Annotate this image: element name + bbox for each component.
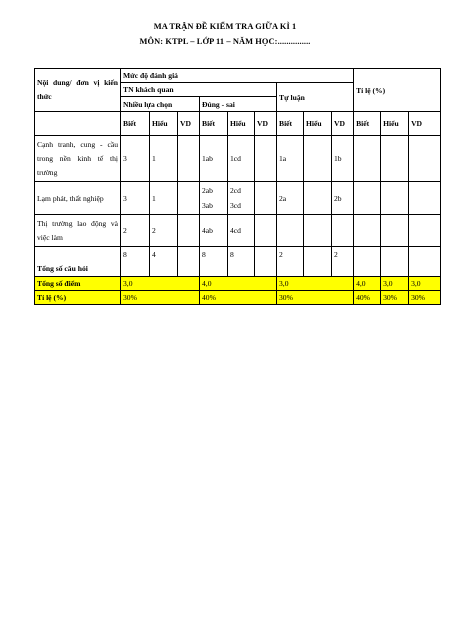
table-cell: [381, 247, 409, 277]
level-header: Biết: [354, 112, 381, 136]
table-cell: 4,0: [200, 277, 277, 291]
level-header: VD: [332, 112, 354, 136]
table-cell: [255, 136, 277, 182]
table-cell: [409, 247, 441, 277]
header-content-cell: Nội dung/ đơn vị kiến thức: [35, 69, 121, 112]
level-header: Hiểu: [150, 112, 178, 136]
table-row-total-questions: [35, 247, 441, 277]
level-header: Biết: [277, 112, 304, 136]
document-subtitle: MÔN: KTPL – LỚP 11 – NĂM HỌC:...............: [139, 37, 311, 46]
table-cell: 1ab: [200, 136, 228, 182]
header-dung-sai: Đúng - sai: [200, 97, 277, 112]
table-cell: 3,0: [381, 277, 409, 291]
table-cell: 4,0: [354, 277, 381, 291]
table-cell: 3,0: [277, 277, 354, 291]
table-cell: 2: [277, 247, 304, 277]
assessment-matrix-table: [34, 68, 441, 305]
row-label: Lạm phát, thất nghiệp: [35, 182, 121, 215]
level-header: VD: [255, 112, 277, 136]
table-cell: [178, 182, 200, 215]
table-row-percentage: [35, 291, 441, 305]
table-row-total-points: [35, 277, 441, 291]
table-cell: 30%: [381, 291, 409, 305]
table-cell: 2: [332, 247, 354, 277]
header-muc-do-danh-gia: Mức độ đánh giá: [121, 69, 354, 83]
table-cell: [332, 215, 354, 247]
table-cell: 1b: [332, 136, 354, 182]
table-cell: 30%: [121, 291, 200, 305]
table-cell: 4cd: [228, 215, 255, 247]
header-tu-luan: Tự luận: [277, 83, 354, 112]
table-cell: 8: [228, 247, 255, 277]
header-tn-khach-quan: TN khách quan: [121, 83, 277, 97]
table-cell: 1: [150, 182, 178, 215]
table-cell: [277, 215, 304, 247]
level-header: Biết: [121, 112, 150, 136]
table-cell: 2a: [277, 182, 304, 215]
table-cell: 40%: [200, 291, 277, 305]
table-cell: [354, 215, 381, 247]
table-cell: 4: [150, 247, 178, 277]
cell-line: 2ab: [202, 186, 213, 195]
table-cell: [200, 182, 228, 215]
table-cell: 8: [200, 247, 228, 277]
header-ti-le: Tỉ lệ (%): [354, 69, 441, 112]
header-nhieu-lua-chon: Nhiều lựa chọn: [121, 97, 200, 112]
table-cell: [304, 136, 332, 182]
table-cell: [178, 136, 200, 182]
table-cell: [255, 247, 277, 277]
table-cell: 3: [121, 136, 150, 182]
level-header: Hiểu: [228, 112, 255, 136]
cell-line: 3ab: [202, 201, 213, 210]
level-header: Hiểu: [304, 112, 332, 136]
table-cell: 8: [121, 247, 150, 277]
table-cell: 30%: [277, 291, 354, 305]
level-header: Biết: [200, 112, 228, 136]
row-label: Tổng số câu hỏi: [35, 247, 121, 277]
table-cell: 1cd: [228, 136, 255, 182]
table-cell: [354, 182, 381, 215]
table-cell: [178, 247, 200, 277]
table-cell: 1a: [277, 136, 304, 182]
table-cell: [304, 215, 332, 247]
table-cell: [228, 182, 255, 215]
table-cell: [381, 136, 409, 182]
level-header: Hiểu: [381, 112, 409, 136]
table-cell: [381, 215, 409, 247]
table-cell: 3,0: [409, 277, 441, 291]
table-cell: 2: [150, 215, 178, 247]
table-cell: [178, 215, 200, 247]
level-header: VD: [178, 112, 200, 136]
cell-line: 3cd: [230, 201, 241, 210]
table-cell: [255, 215, 277, 247]
table-cell: 2: [121, 215, 150, 247]
table-row: [35, 215, 441, 247]
row-label: Tỉ lệ (%): [35, 291, 121, 305]
table-cell: 30%: [409, 291, 441, 305]
table-cell: 2b: [332, 182, 354, 215]
cell-line: 2cd: [230, 186, 241, 195]
table-cell: [304, 182, 332, 215]
table-cell: [304, 247, 332, 277]
row-label: Cạnh tranh, cung - cầu trong nền kinh tế thị trường: [35, 136, 121, 182]
table-cell: [409, 182, 441, 215]
row-label: Thị trường lao động và việc làm: [35, 215, 121, 247]
table-cell: [381, 182, 409, 215]
table-cell: [354, 247, 381, 277]
header-row-1: [35, 69, 441, 83]
table-row: [35, 182, 441, 215]
table-row: [35, 136, 441, 182]
table-cell: [409, 215, 441, 247]
table-cell: 4ab: [200, 215, 228, 247]
level-header-empty: [35, 112, 121, 136]
table-cell: 1: [150, 136, 178, 182]
table-cell: 3: [121, 182, 150, 215]
table-cell: 3,0: [121, 277, 200, 291]
table-cell: 40%: [354, 291, 381, 305]
document-title: MA TRẬN ĐỀ KIỂM TRA GIỮA KÌ 1: [153, 22, 297, 31]
table-cell: [255, 182, 277, 215]
row-label: Tổng số điểm: [35, 277, 121, 291]
table-cell: [354, 136, 381, 182]
table-cell: [409, 136, 441, 182]
level-header: VD: [409, 112, 441, 136]
level-header-row: [35, 112, 441, 136]
